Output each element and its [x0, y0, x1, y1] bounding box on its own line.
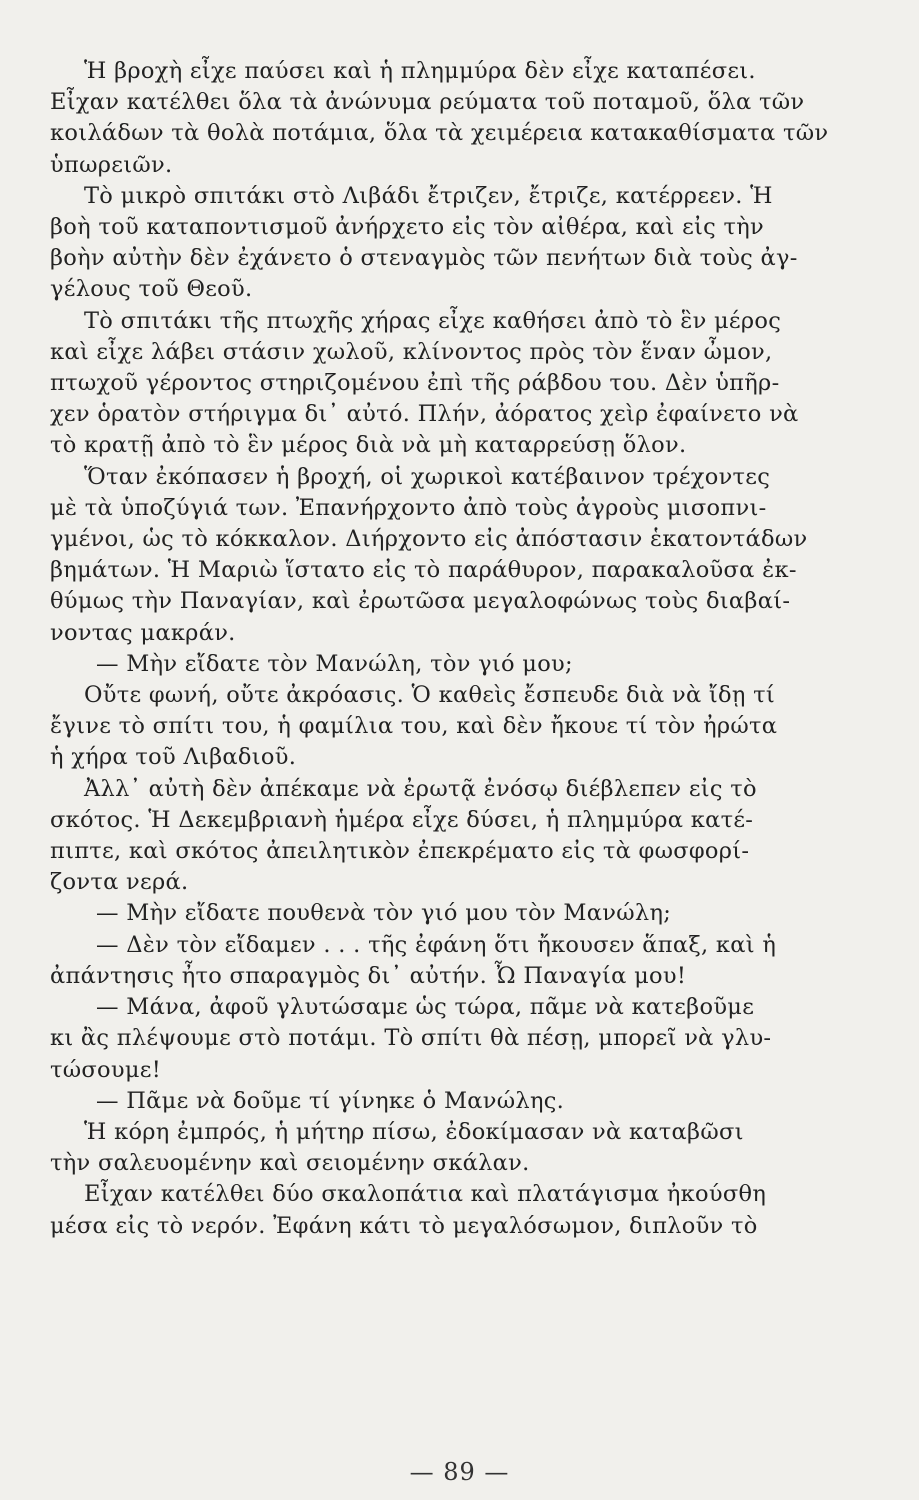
text-line: ἀπάντησις ἦτο σπαραγμὸς δι᾽ αὐτήν. Ὦ Παναγία μου!: [50, 962, 687, 989]
text-line: γέλους τοῦ Θεοῦ.: [50, 276, 253, 303]
text-line: Τὸ σπιτάκι τῆς πτωχῆς χήρας εἶχε καθήσει ἀπὸ τὸ ἓν μέρος: [84, 307, 782, 334]
text-line: γμένοι, ὡς τὸ κόκκαλον. Διήρχοντο εἰς ἀπόστασιν ἑκατοντάδων: [50, 526, 808, 553]
text-line: βοὴ τοῦ καταποντισμοῦ ἀνήρχετο εἰς τὸν αἰθέρα, καὶ εἰς τὴν: [50, 214, 765, 241]
paragraph: [50, 462, 870, 649]
paragraph: [50, 181, 870, 306]
text-line: Εἶχαν κατέλθει δύο σκαλοπάτια καὶ πλατάγισμα ἠκούσθη: [84, 1181, 767, 1208]
text-line: τὸ κρατῇ ἀπὸ τὸ ἓν μέρος διὰ νὰ μὴ καταρρεύσῃ ὅλον.: [50, 432, 687, 459]
paragraph: [50, 680, 870, 774]
text-line: Ὅταν ἐκόπασεν ἡ βροχή, οἱ χωρικοὶ κατέβαινον τρέχοντες: [84, 463, 771, 490]
text-line: — Μὴν εἴδατε τὸν Μανώλη, τὸν γιό μου;: [96, 650, 573, 677]
text-line: ἔγινε τὸ σπίτι του, ἡ φαμίλια του, καὶ δὲν ἤκουε τί τὸν ἠρώτα: [50, 713, 778, 740]
dialogue-paragraph: [50, 649, 870, 680]
page-body: [50, 56, 870, 1242]
paragraph: [50, 1179, 870, 1241]
text-line: μὲ τὰ ὑποζύγιά των. Ἐπανήρχοντο ἀπὸ τοὺς ἀγροὺς μισοπνι-: [50, 494, 767, 521]
text-line: σκότος. Ἡ Δεκεμβριανὴ ἡμέρα εἶχε δύσει, ἡ πλημμύρα κατέ-: [50, 806, 754, 833]
text-line: μέσα εἰς τὸ νερόν. Ἐφάνη κάτι τὸ μεγαλόσωμον, διπλοῦν τὸ: [50, 1212, 758, 1239]
text-line: — Δὲν τὸν εἴδαμεν . . . τῆς ἐφάνη ὅτι ἤκουσεν ἅπαξ, καὶ ἡ: [96, 931, 777, 958]
text-line: — Μάνα, ἀφοῦ γλυτώσαμε ὡς τώρα, πᾶμε νὰ κατεβοῦμε: [96, 994, 755, 1021]
paragraph: [50, 56, 870, 181]
paragraph: [50, 306, 870, 462]
text-line: πιπτε, καὶ σκότος ἀπειλητικὸν ἐπεκρέματο εἰς τὰ φωσφορί-: [50, 838, 750, 865]
text-line: Τὸ μικρὸ σπιτάκι στὸ Λιβάδι ἔτριζεν, ἔτριζε, κατέρρεεν. Ἡ: [84, 182, 773, 209]
paragraph: [50, 774, 870, 899]
text-line: Ἡ κόρη ἐμπρός, ἡ μήτηρ πίσω, ἐδοκίμασαν νὰ καταβῶσι: [84, 1118, 744, 1145]
body-text: [50, 56, 870, 1242]
text-line: βημάτων. Ἡ Μαριὼ ἵστατο εἰς τὸ παράθυρον, παρακαλοῦσα ἐκ-: [50, 557, 797, 584]
text-line: τώσουμε!: [50, 1056, 162, 1083]
text-line: νοντας μακράν.: [50, 619, 236, 646]
text-line: κι ἂς πλέψουμε στὸ ποτάμι. Τὸ σπίτι θὰ πέσῃ, μπορεῖ νὰ γλυ-: [50, 1025, 772, 1052]
dialogue-paragraph: [50, 898, 870, 929]
text-line: Ἀλλ᾽ αὐτὴ δὲν ἀπέκαμε νὰ ἐρωτᾷ ἐνόσῳ διέβλεπεν εἰς τὸ: [84, 775, 757, 802]
page-number: — 89 —: [409, 1458, 510, 1486]
text-line: Εἶχαν κατέλθει ὅλα τὰ ἀνώνυμα ρεύματα τοῦ ποταμοῦ, ὅλα τῶν: [50, 89, 805, 116]
dialogue-paragraph: [50, 992, 870, 1086]
text-line: ὑπωρειῶν.: [50, 151, 173, 178]
text-line: Ἡ βροχὴ εἶχε παύσει καὶ ἡ πλημμύρα δὲν εἶχε καταπέσει.: [84, 58, 756, 84]
text-line: θύμως τὴν Παναγίαν, καὶ ἐρωτῶσα μεγαλοφώνως τοὺς διαβαί-: [50, 588, 791, 615]
text-line: τὴν σαλευομένην καὶ σειομένην σκάλαν.: [50, 1150, 530, 1177]
text-line: ζοντα νερά.: [50, 869, 189, 896]
text-line: Οὔτε φωνή, οὔτε ἀκρόασις. Ὁ καθεὶς ἔσπευδε διὰ νὰ ἴδῃ τί: [84, 682, 775, 709]
text-line: χεν ὁρατὸν στήριγμα δι᾽ αὐτό. Πλήν, ἀόρατος χεὶρ ἐφαίνετο νὰ: [50, 401, 799, 428]
text-line: — Πᾶμε νὰ δοῦμε τί γίνηκε ὁ Μανώλης.: [96, 1087, 565, 1114]
text-line: κοιλάδων τὰ θολὰ ποτάμια, ὅλα τὰ χειμέρεια κατακαθίσματα τῶν: [50, 120, 829, 147]
paragraph: [50, 1117, 870, 1179]
dialogue-paragraph: [50, 930, 870, 992]
text-line: βοὴν αὐτὴν δὲν ἐχάνετο ὁ στεναγμὸς τῶν πενήτων διὰ τοὺς ἀγ-: [50, 245, 798, 272]
dialogue-paragraph: [50, 1086, 870, 1117]
text-line: πτωχοῦ γέροντος στηριζομένου ἐπὶ τῆς ράβδου του. Δὲν ὑπῆρ-: [50, 370, 780, 397]
text-line: — Μὴν εἴδατε πουθενὰ τὸν γιό μου τὸν Μανώλη;: [96, 900, 672, 927]
text-line: ἡ χήρα τοῦ Λιβαδιοῦ.: [50, 744, 297, 771]
text-line: καὶ εἶχε λάβει στάσιν χωλοῦ, κλίνοντος πρὸς τὸν ἕναν ὦμον,: [50, 338, 773, 365]
